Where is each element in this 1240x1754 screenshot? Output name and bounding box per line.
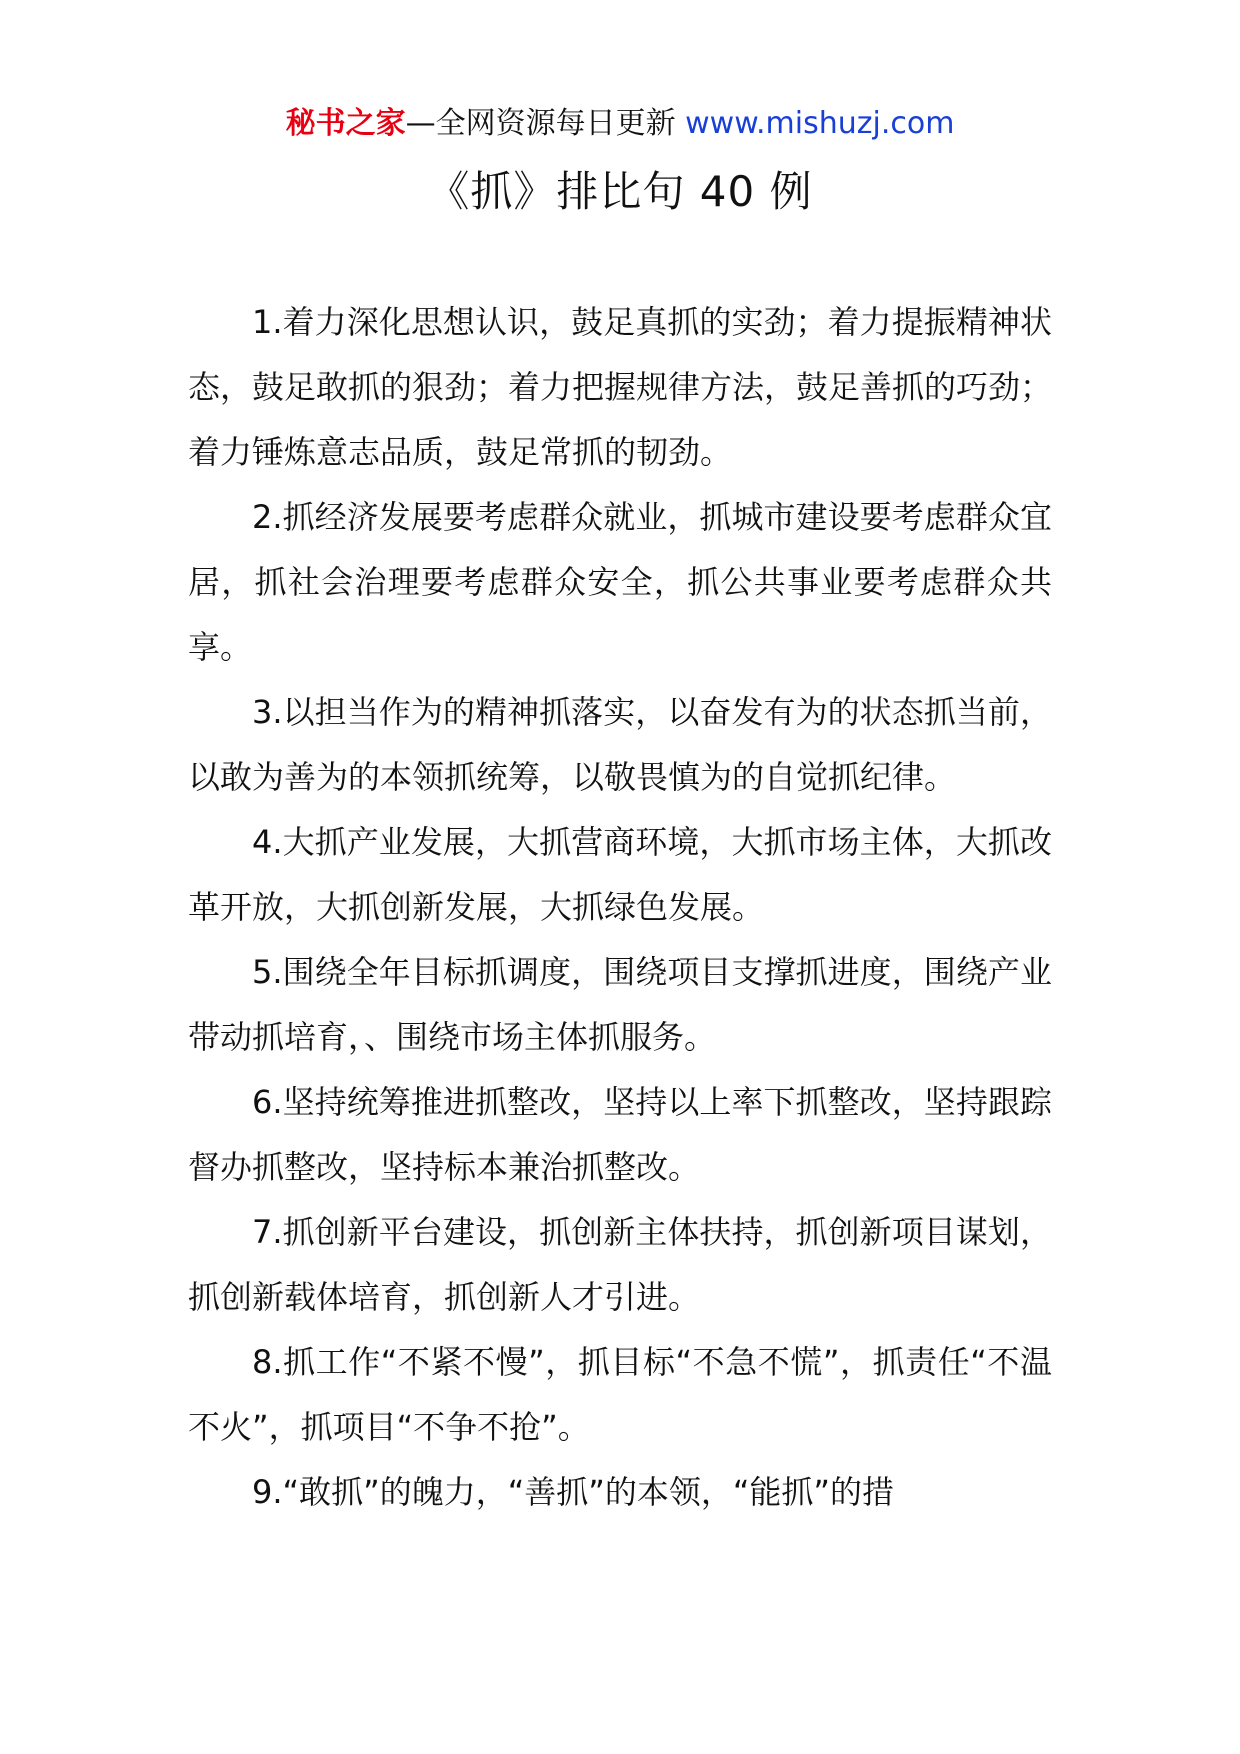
paragraph-4: 4.大抓产业发展，大抓营商环境，大抓市场主体，大抓改革开放，大抓创新发展，大抓绿色发展。 <box>188 823 1052 926</box>
paragraph-9: 9.“敢抓”的魄力，“善抓”的本领，“能抓”的措 <box>252 1473 895 1511</box>
header-slogan: —全网资源每日更新 <box>405 106 686 141</box>
document-body <box>188 290 1052 1525</box>
brand-name: 秘书之家 <box>285 106 406 141</box>
site-url-link[interactable]: www.mishuzj.com <box>685 106 955 141</box>
paragraph-2: 2.抓经济发展要考虑群众就业，抓城市建设要考虑群众宜居，抓社会治理要考虑群众安全，抓公共事业要考虑群众共享。 <box>188 498 1052 666</box>
site-header <box>0 102 1240 146</box>
paragraph-1: 1.着力深化思想认识，鼓足真抓的实劲；着力提振精神状态，鼓足敢抓的狠劲；着力把握规律方法，鼓足善抓的巧劲；着力锤炼意志品质，鼓足常抓的韧劲。 <box>188 303 1053 471</box>
paragraph-7: 7.抓创新平台建设，抓创新主体扶持，抓创新项目谋划，抓创新载体培育，抓创新人才引进。 <box>188 1213 1052 1316</box>
paragraph-8: 8.抓工作“不紧不慢”，抓目标“不急不慌”，抓责任“不温不火”，抓项目“不争不抢”。 <box>188 1343 1052 1446</box>
paragraph-6: 6.坚持统筹推进抓整改，坚持以上率下抓整改，坚持跟踪督办抓整改，坚持标本兼治抓整改。 <box>188 1083 1052 1186</box>
paragraph-5: 5.围绕全年目标抓调度，围绕项目支撑抓进度，围绕产业带动抓培育，、围绕市场主体抓服务。 <box>188 953 1052 1056</box>
document-title: 《抓》排比句 40 例 <box>427 167 813 216</box>
paragraph-3: 3.以担当作为的精神抓落实，以奋发有为的状态抓当前，以敢为善为的本领抓统筹，以敬畏慎为的自觉抓纪律。 <box>188 693 1052 796</box>
